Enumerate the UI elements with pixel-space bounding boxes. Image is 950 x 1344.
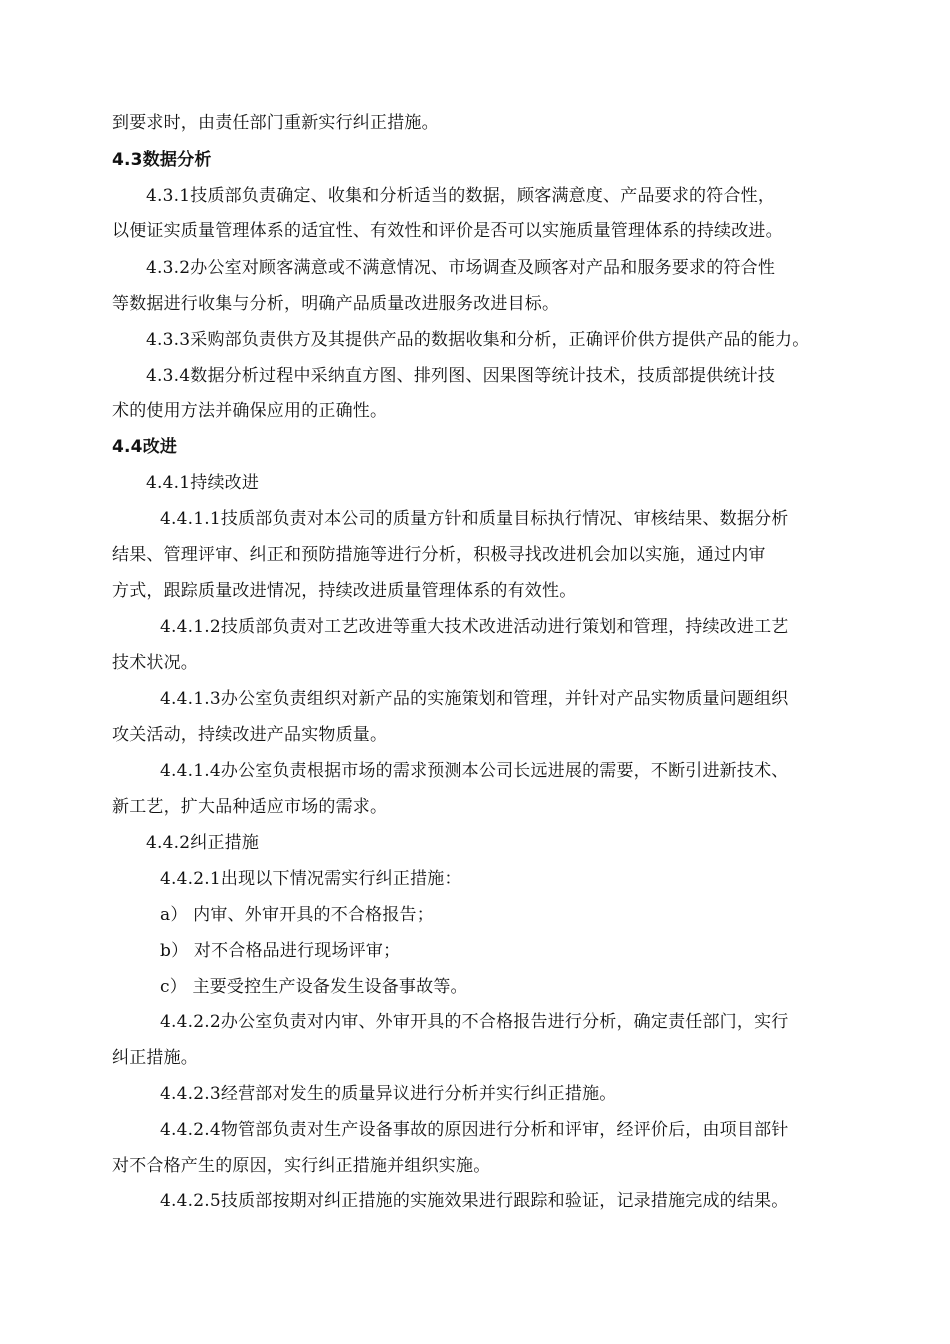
section-heading-4-4: 4.4改进 (112, 437, 178, 457)
paragraph-4-4-2-1: 4.4.2.1出现以下情况需实行纠正措施： (160, 869, 462, 889)
paragraph-4-3-2-line-2: 等数据进行收集与分析，明确产品质量改进服务改进目标。 (112, 294, 560, 314)
subsection-heading-4-4-2: 4.4.2纠正措施 (146, 833, 260, 853)
paragraph-4-4-2-4-line-1: 4.4.2.4物管部负责对生产设备事故的原因进行分析和评审，经评价后，由项目部针 (160, 1120, 789, 1140)
paragraph-4-3-4-line-1: 4.3.4数据分析过程中采纳直方图、排列图、因果图等统计技术，技质部提供统计技 (146, 366, 776, 386)
paragraph-4-4-1-4-line-2: 新工艺，扩大品种适应市场的需求。 (112, 797, 388, 817)
paragraph-4-4-1-3-line-2: 攻关活动，持续改进产品实物质量。 (112, 725, 388, 745)
paragraph-4-3-2-line-1: 4.3.2办公室对顾客满意或不满意情况、市场调查及顾客对产品和服务要求的符合性 (146, 258, 776, 278)
subsection-heading-4-4-1: 4.4.1持续改进 (146, 473, 260, 493)
paragraph-4-3-1-line-1: 4.3.1技质部负责确定、收集和分析适当的数据，顾客满意度、产品要求的符合性， (146, 186, 776, 206)
paragraph-4-4-2-2-line-2: 纠正措施。 (112, 1048, 198, 1068)
paragraph-4-4-1-4-line-1: 4.4.1.4办公室负责根据市场的需求预测本公司长远进展的需要，不断引进新技术、 (160, 761, 789, 781)
list-item-b: b） 对不合格品进行现场评审； (160, 941, 401, 961)
paragraph-4-4-2-5: 4.4.2.5技质部按期对纠正措施的实施效果进行跟踪和验证，记录措施完成的结果。 (160, 1191, 789, 1211)
paragraph-4-4-1-1-line-1: 4.4.1.1技质部负责对本公司的质量方针和质量目标执行情况、审核结果、数据分析 (160, 509, 789, 529)
paragraph-4-4-1-1-line-3: 方式，跟踪质量改进情况，持续改进质量管理体系的有效性。 (112, 581, 577, 601)
paragraph-4-4-2-2-line-1: 4.4.2.2办公室负责对内审、外审开具的不合格报告进行分析，确定责任部门，实行 (160, 1012, 789, 1032)
paragraph-continuation: 到要求时，由责任部门重新实行纠正措施。 (112, 113, 439, 133)
paragraph-4-4-1-3-line-1: 4.4.1.3办公室负责组织对新产品的实施策划和管理，并针对产品实物质量问题组织 (160, 689, 789, 709)
paragraph-4-4-1-2-line-1: 4.4.1.2技质部负责对工艺改进等重大技术改进活动进行策划和管理，持续改进工艺 (160, 617, 789, 637)
paragraph-4-4-1-1-line-2: 结果、管理评审、纠正和预防措施等进行分析，积极寻找改进机会加以实施，通过内审 (112, 545, 766, 565)
list-item-c: c） 主要受控生产设备发生设备事故等。 (160, 977, 468, 997)
paragraph-4-3-1-line-2: 以便证实质量管理体系的适宜性、有效性和评价是否可以实施质量管理体系的持续改进。 (112, 221, 783, 241)
paragraph-4-4-1-2-line-2: 技术状况。 (112, 653, 198, 673)
paragraph-4-3-4-line-2: 术的使用方法并确保应用的正确性。 (112, 401, 388, 421)
section-heading-4-3: 4.3数据分析 (112, 150, 212, 170)
paragraph-4-3-3: 4.3.3采购部负责供方及其提供产品的数据收集和分析，正确评价供方提供产品的能力。 (146, 330, 810, 350)
list-item-a: a） 内审、外审开具的不合格报告； (160, 905, 434, 925)
paragraph-4-4-2-3: 4.4.2.3经营部对发生的质量异议进行分析并实行纠正措施。 (160, 1084, 617, 1104)
paragraph-4-4-2-4-line-2: 对不合格产生的原因，实行纠正措施并组织实施。 (112, 1156, 491, 1176)
